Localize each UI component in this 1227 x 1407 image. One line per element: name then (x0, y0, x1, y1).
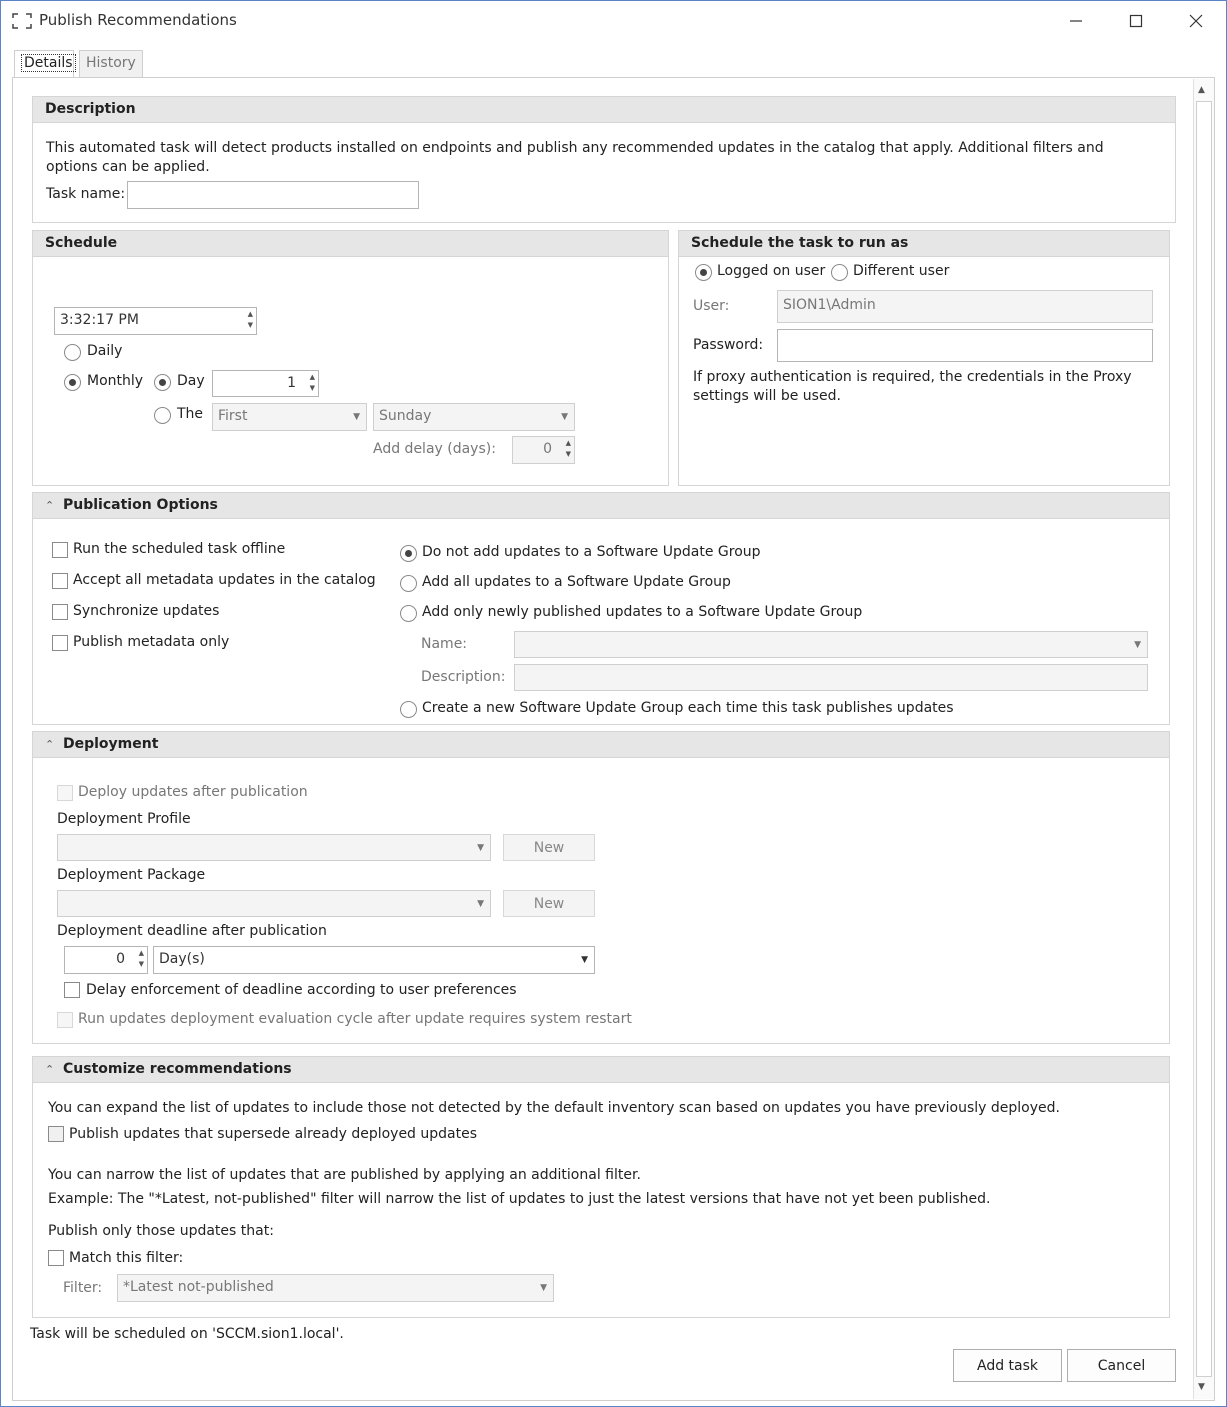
schedule-header: Schedule (33, 231, 668, 257)
day-stepper[interactable] (212, 370, 319, 397)
deadline-spinner-icon[interactable]: ▲ ▼ (138, 949, 144, 968)
deployment-panel (32, 731, 1170, 1044)
customize-panel (32, 1056, 1170, 1318)
no-sug-label: Do not add updates to a Software Update Group (422, 544, 761, 560)
task-window-icon (11, 11, 33, 31)
deadline-label: Deployment deadline after publication (57, 923, 327, 939)
chevron-down-icon: ▼ (353, 412, 360, 422)
minimize-button[interactable] (1056, 7, 1096, 35)
time-value: 3:32:17 PM (60, 312, 139, 328)
chevron-down-icon: ▼ (1134, 640, 1141, 650)
sug-description-input[interactable] (514, 664, 1148, 691)
run-eval-label: Run updates deployment evaluation cycle after update requires system restart (78, 1011, 632, 1027)
chevron-up-icon: ⌃ (45, 1063, 55, 1076)
task-name-input[interactable] (127, 181, 419, 209)
close-button[interactable] (1176, 7, 1216, 35)
deploy-after-label: Deploy updates after publication (78, 784, 308, 800)
monthly-label: Monthly (87, 373, 144, 389)
description-header: Description (33, 97, 1175, 123)
day-label: Day (177, 373, 205, 389)
day-spinner-icon[interactable]: ▲ ▼ (309, 373, 315, 392)
weekday-dropdown[interactable] (373, 403, 575, 431)
day-value: 1 (287, 375, 296, 391)
ordinal-value: First (218, 408, 248, 424)
no-sug-radio[interactable] (400, 545, 417, 562)
close-icon (1189, 14, 1203, 28)
user-input[interactable]: SION1\Admin (777, 290, 1153, 323)
create-sug-label: Create a new Software Update Group each time this task publishes updates (422, 700, 954, 716)
minimize-icon (1069, 14, 1083, 28)
description-panel (32, 96, 1176, 223)
accept-metadata-checkbox[interactable] (52, 573, 68, 589)
the-label: The (177, 406, 204, 422)
run-as-header: Schedule the task to run as (679, 231, 1169, 257)
deployment-package-dropdown[interactable] (57, 890, 491, 917)
scroll-up-icon[interactable]: ▲ (1198, 85, 1205, 95)
schedule-status-text: Task will be scheduled on 'SCCM.sion1.local'. (30, 1326, 344, 1342)
match-filter-label: Match this filter: (69, 1250, 184, 1266)
chevron-up-icon: ⌃ (45, 738, 55, 751)
deadline-unit-dropdown[interactable] (153, 946, 595, 974)
weekday-value: Sunday (379, 408, 432, 424)
new-profile-button[interactable]: New (503, 834, 595, 861)
time-picker[interactable] (54, 307, 257, 335)
publish-metadata-only-checkbox[interactable] (52, 635, 68, 651)
day-radio[interactable] (154, 374, 171, 391)
add-all-sug-label: Add all updates to a Software Update Group (422, 574, 731, 590)
maximize-button[interactable] (1116, 7, 1156, 35)
delay-label: Add delay (days): (373, 441, 496, 457)
deployment-profile-label: Deployment Profile (57, 811, 191, 827)
chevron-down-icon: ▼ (561, 412, 568, 422)
synchronize-updates-label: Synchronize updates (73, 603, 220, 619)
run-offline-label: Run the scheduled task offline (73, 541, 286, 557)
synchronize-updates-checkbox[interactable] (52, 604, 68, 620)
the-radio[interactable] (154, 407, 171, 424)
chevron-down-icon: ▼ (540, 1283, 547, 1293)
accept-metadata-label: Accept all metadata updates in the catalog (73, 572, 376, 588)
chevron-down-icon: ▼ (581, 955, 588, 965)
publication-options-header[interactable]: ⌃ Publication Options (33, 493, 1169, 519)
proxy-note: If proxy authentication is required, the credentials in the Proxy settings will be used. (693, 369, 1132, 404)
expand-text: You can expand the list of updates to include those not detected by the default inventory scan based on updates you have previously deployed. (48, 1100, 1060, 1116)
filter-value: *Latest not-published (123, 1279, 274, 1295)
deployment-header[interactable]: ⌃ Deployment (33, 732, 1169, 758)
maximize-icon (1129, 14, 1143, 28)
new-package-button[interactable]: New (503, 890, 595, 917)
deployment-profile-dropdown[interactable] (57, 834, 491, 861)
run-offline-checkbox[interactable] (52, 542, 68, 558)
different-user-radio[interactable] (831, 264, 848, 281)
add-all-sug-radio[interactable] (400, 575, 417, 592)
chevron-up-icon: ⌃ (45, 499, 55, 512)
sug-name-dropdown[interactable] (514, 631, 1148, 658)
time-spinner-icon[interactable]: ▲ ▼ (247, 310, 253, 329)
monthly-radio[interactable] (64, 374, 81, 391)
publication-options-panel (32, 492, 1170, 725)
sug-name-label: Name: (421, 636, 468, 652)
logged-on-user-label: Logged on user (717, 263, 826, 279)
sug-description-label: Description: (421, 669, 506, 685)
narrow-text: You can narrow the list of updates that are published by applying an additional filter. (48, 1167, 641, 1183)
deployment-package-label: Deployment Package (57, 867, 206, 883)
different-user-label: Different user (853, 263, 950, 279)
customize-header[interactable]: ⌃ Customize recommendations (33, 1057, 1169, 1083)
delay-enforcement-label: Delay enforcement of deadline according to user preferences (86, 982, 517, 998)
publish-metadata-only-label: Publish metadata only (73, 634, 230, 650)
logged-on-user-radio[interactable] (695, 264, 712, 281)
deadline-value: 0 (116, 951, 125, 967)
user-label: User: (693, 298, 730, 314)
supersede-label: Publish updates that supersede already deployed updates (69, 1126, 478, 1142)
password-input[interactable] (777, 329, 1153, 362)
cancel-button[interactable]: Cancel (1067, 1349, 1176, 1382)
deploy-after-checkbox[interactable] (57, 785, 73, 801)
publish-only-label: Publish only those updates that: (48, 1223, 274, 1239)
add-new-sug-label: Add only newly published updates to a Software Update Group (422, 604, 863, 620)
daily-label: Daily (87, 343, 123, 359)
delay-stepper[interactable] (512, 436, 575, 464)
chevron-down-icon: ▼ (477, 843, 484, 853)
match-filter-checkbox[interactable] (48, 1250, 64, 1266)
scroll-down-icon[interactable]: ▼ (1198, 1382, 1205, 1392)
window-title: Publish Recommendations (39, 11, 237, 29)
delay-enforcement-checkbox[interactable] (64, 982, 80, 998)
scroll-thumb[interactable] (1196, 101, 1212, 1377)
ordinal-dropdown[interactable] (212, 403, 367, 431)
deadline-unit-value: Day(s) (159, 951, 205, 967)
add-task-button[interactable]: Add task (953, 1349, 1062, 1382)
deadline-stepper[interactable] (64, 946, 148, 974)
task-name-label: Task name: (46, 186, 126, 202)
example-text: Example: The "*Latest, not-published" filter will narrow the list of updates to just the latest versions that have not yet been published. (48, 1191, 991, 1207)
password-label: Password: (693, 337, 764, 353)
description-text: This automated task will detect products installed on endpoints and publish any recommended updates in the catalog that apply. Additional filters and options can be applied. (46, 140, 1104, 175)
create-sug-radio[interactable] (400, 701, 417, 718)
delay-spinner-icon[interactable]: ▲ ▼ (565, 439, 571, 458)
supersede-checkbox[interactable] (48, 1126, 64, 1142)
vertical-scrollbar[interactable] (1193, 79, 1214, 1399)
tab-history[interactable]: History (79, 50, 143, 77)
filter-dropdown[interactable] (117, 1274, 554, 1302)
tab-details[interactable]: Details (14, 50, 74, 77)
schedule-panel (32, 230, 669, 486)
add-new-sug-radio[interactable] (400, 605, 417, 622)
run-eval-checkbox[interactable] (57, 1012, 73, 1028)
daily-radio[interactable] (64, 344, 81, 361)
filter-label: Filter: (63, 1280, 103, 1296)
run-as-panel (678, 230, 1170, 486)
chevron-down-icon: ▼ (477, 899, 484, 909)
delay-value: 0 (543, 441, 552, 457)
